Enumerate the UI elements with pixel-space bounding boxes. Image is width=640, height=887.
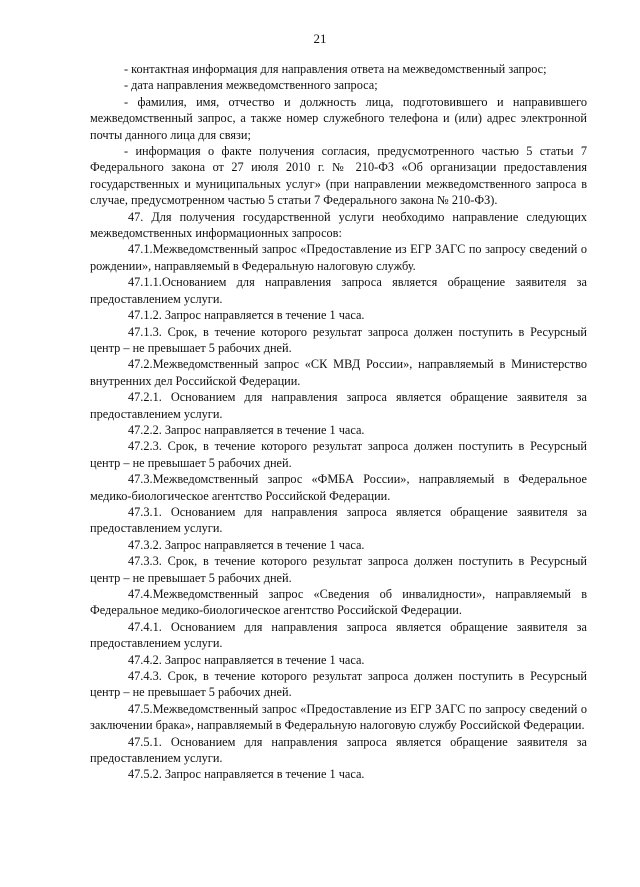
request-basis: 47.2.1. Основанием для направления запроса является обращение заявителя за предоставлением услуги.: [90, 390, 587, 421]
document-body: [90, 61, 587, 783]
request-timing: 47.3.2. Запрос направляется в течение 1 часа.: [128, 537, 365, 552]
request-heading: 47.2.Межведомственный запрос «СК МВД России», направляемый в Министерство внутренних дел Российской Федерации.: [90, 357, 587, 388]
request-timing: 47.4.2. Запрос направляется в течение 1 часа.: [128, 652, 365, 667]
request-timing: 47.1.2. Запрос направляется в течение 1 часа.: [128, 308, 365, 323]
list-item: - информация о факте получения согласия, предусмотренного частью 5 статьи 7 Федерального закона от 27 июля 2010 г. № 210-ФЗ «Об организации предоставления государственных и муниципальных услуг» (при направлении межведомственного запроса в случае, предусмотренном частью 5 статьи 7 Федерального закона № 210-ФЗ).: [90, 144, 587, 208]
list-item: - фамилия, имя, отчество и должность лица, подготовившего и направившего межведомственный запрос, а также номер служебного телефона и (или) адрес электронной почты данного лица для связи;: [90, 94, 587, 142]
request-heading: 47.4.Межведомственный запрос «Сведения об инвалидности», направляемый в Федеральное медико-биологическое агентство Российской Федерации.: [90, 587, 587, 618]
section-paragraph: 47. Для получения государственной услуги необходимо направление следующих межведомственных информационных запросов:: [90, 209, 587, 241]
request-deadline: 47.3.3. Срок, в течение которого результат запроса должен поступить в Ресурсный центр – не превышает 5 рабочих дней.: [90, 554, 587, 585]
request-deadline: 47.2.3. Срок, в течение которого результат запроса должен поступить в Ресурсный центр – не превышает 5 рабочих дней.: [90, 439, 587, 470]
page-number: 21: [313, 31, 327, 46]
request-basis: 47.4.1. Основанием для направления запроса является обращение заявителя за предоставлением услуги.: [90, 619, 587, 651]
request-basis: 47.5.1. Основанием для направления запроса является обращение заявителя за предоставлением услуги.: [90, 734, 587, 766]
request-timing: 47.2.2. Запрос направляется в течение 1 часа.: [128, 422, 365, 437]
request-timing: 47.5.2. Запрос направляется в течение 1 часа.: [128, 767, 365, 782]
request-heading: 47.5.Межведомственный запрос «Предоставление из ЕГР ЗАГС по запросу сведений о заключении брака», направляемый в Федеральную налоговую службу Российской Федерации.: [90, 701, 587, 733]
list-item: - дата направления межведомственного запроса;: [124, 78, 378, 93]
request-heading: 47.3.Межведомственный запрос «ФМБА России», направляемый в Федеральное медико-биологическое агентство Российской Федерации.: [90, 472, 587, 503]
request-basis: 47.1.1.Основанием для направления запроса является обращение заявителя за предоставлением услуги.: [90, 275, 587, 306]
list-item: - контактная информация для направления ответа на межведомственный запрос;: [124, 62, 547, 76]
request-deadline: 47.1.3. Срок, в течение которого результат запроса должен поступить в Ресурсный центр – не превышает 5 рабочих дней.: [90, 324, 587, 355]
request-heading: 47.1.Межведомственный запрос «Предоставление из ЕГР ЗАГС по запросу сведений о рождении», направляемый в Федеральную налоговую службу.: [90, 242, 587, 273]
request-deadline: 47.4.3. Срок, в течение которого результат запроса должен поступить в Ресурсный центр – не превышает 5 рабочих дней.: [90, 669, 587, 700]
request-basis: 47.3.1. Основанием для направления запроса является обращение заявителя за предоставлением услуги.: [90, 504, 587, 536]
